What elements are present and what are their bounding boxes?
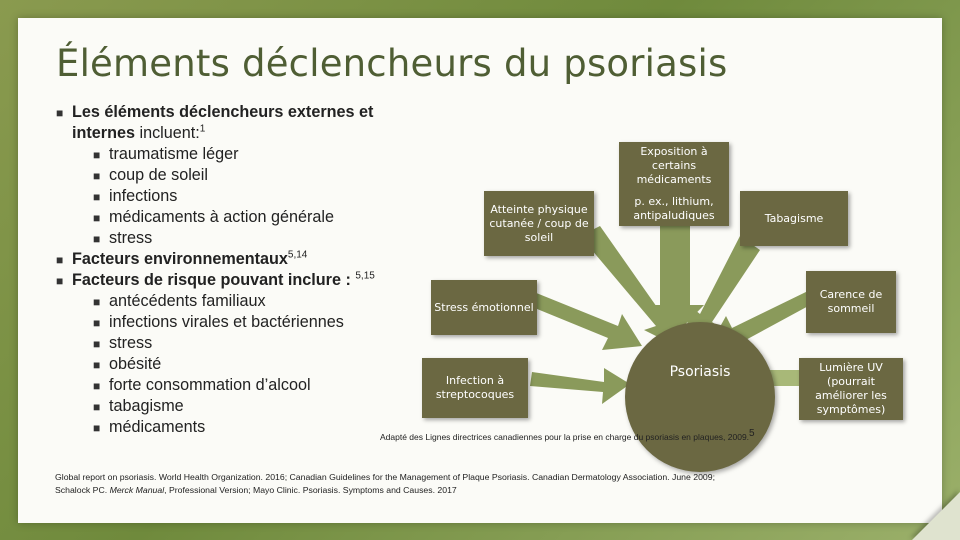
bullet-triggers-line2: internes: [72, 124, 135, 142]
references: Global report on psoriasis. World Health Organization. 2016; Canadian Guidelines for the Management of Plaque Psoriasis. Canadian Dermatology Association. June 2009; Schalock PC. Merck Manual, Professional Version; Mayo Clinic. Psoriasis. Symptoms and Causes. 2017: [55, 472, 715, 495]
trigger-sleep-box: Carence de sommeil: [806, 271, 896, 333]
sub-bullet: ■ stress: [93, 229, 153, 247]
bullet-risk-factors: ■ Facteurs de risque pouvant inclure : $^{5,15}$: [56, 270, 375, 289]
bullet-marker: ■: [56, 106, 64, 120]
arrow-stress: [520, 288, 642, 350]
trigger-stress-box: Stress émotionnel: [431, 280, 537, 335]
sub-bullet: ■ infections virales et bactériennes: [93, 313, 344, 331]
trigger-strep-box: Infection à streptocoques: [422, 358, 528, 418]
psoriasis-node: Psoriasis: [625, 322, 775, 472]
sub-bullet: ■ infections: [93, 187, 178, 205]
bullet-environment: ■ Facteurs environnementaux$^{5,14}$: [56, 249, 308, 268]
trigger-smoking-box: Tabagisme: [740, 191, 848, 246]
bullet-triggers-suffix: incluent:: [134, 124, 200, 142]
sub-bullet: ■ tabagisme: [93, 397, 184, 415]
slide-title: Éléments déclencheurs du psoriasis: [56, 42, 728, 85]
trigger-drugs-box: Exposition à certains médicaments p. ex., lithium, antipaludiques: [619, 142, 729, 226]
sub-bullet: ■ traumatisme léger: [93, 145, 239, 163]
bullet-triggers: ■ Les éléments déclencheurs externes et internes incluent:$^1$: [56, 103, 374, 142]
sub-bullet: ■ coup de soleil: [93, 166, 208, 184]
sub-bullet: ■ stress: [93, 334, 153, 352]
arrow-strep: [530, 368, 630, 404]
sub-bullet: ■ antécédents familiaux: [93, 292, 266, 310]
sub-bullet: ■ médicaments à action générale: [93, 208, 334, 226]
sub-bullet: ■ forte consommation d’alcool: [93, 376, 311, 394]
sub-bullet: ■ médicaments: [93, 418, 206, 436]
sub-bullet: ■ obésité: [93, 355, 162, 373]
trigger-uv-box: Lumière UV (pourrait améliorer les symptômes): [799, 358, 903, 420]
diagram-source-note: Adapté des Lignes directrices canadiennes pour la prise en charge du psoriasis en plaques, 2009.$^5$: [380, 428, 755, 442]
trigger-skin-box: Atteinte physique cutanée / coup de soleil: [484, 191, 594, 256]
